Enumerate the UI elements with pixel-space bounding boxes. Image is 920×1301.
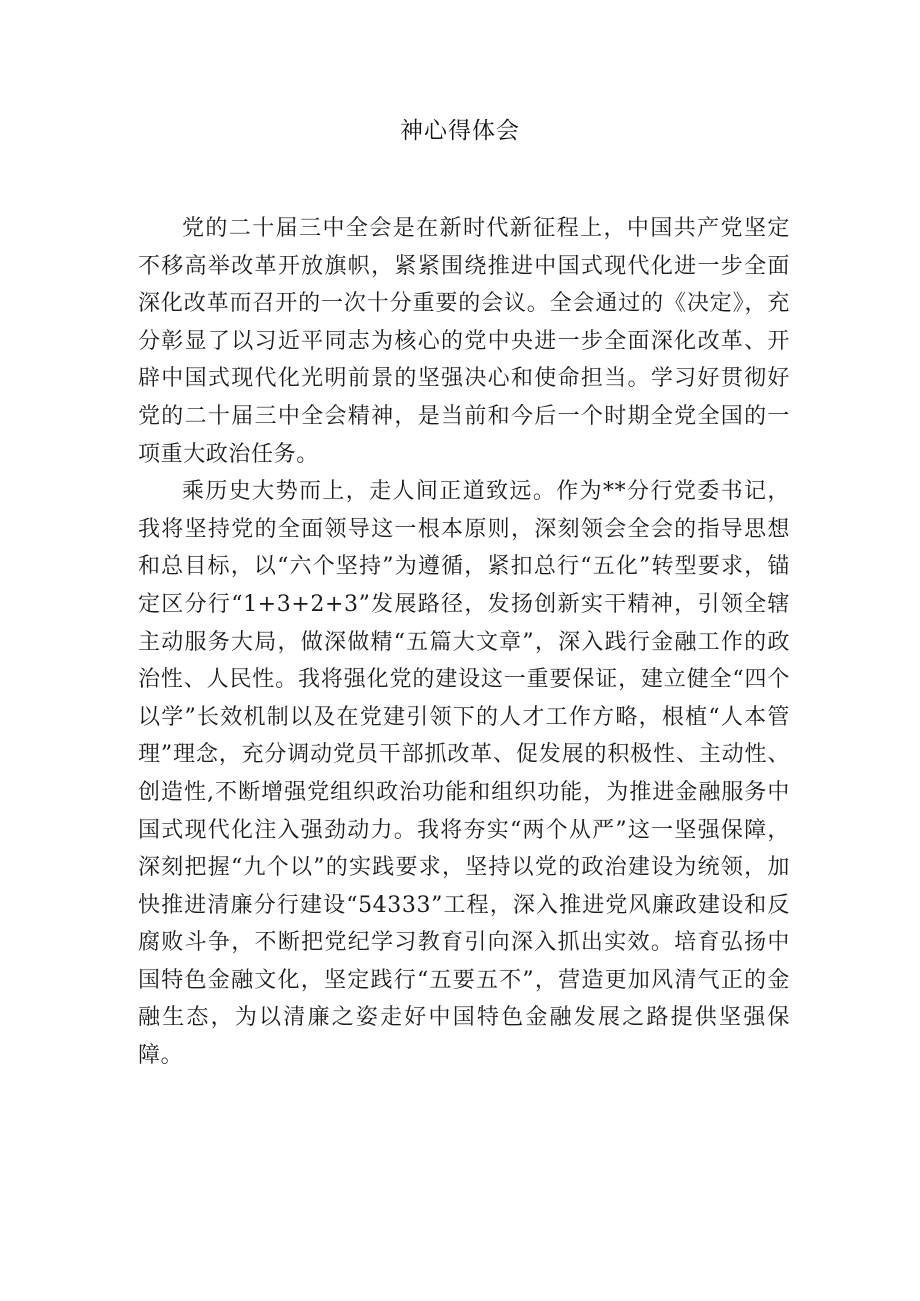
paragraph-2: 乘历史大势而上，走人间正道致远。作为**分行党委书记，我将坚持党的全面领导这一根本原则，深刻领会全会的指导思想和总目标，以“六个坚持”为遵循，紧扣总行“五化”转型要求，锚定区分行“1+3+2+3”发展路径，发扬创新实干精神，引领全辖主动服务大局，做深做精“五篇大文章”，深入践行金融工作的政治性、人民性。我将强化党的建设这一重要保证，建立健全“四个以学”长效机制以及在党建引领下的人才工作方略，根植“人本管理”理念，充分调动党员干部抓改革、促发展的积极性、主动性、创造性,不断增强党组织政治功能和组织功能，为推进金融服务中国式现代化注入强劲动力。我将夯实“两个从严”这一坚强保障，深刻把握“九个以”的实践要求，坚持以党的政治建设为统领，加快推进清廉分行建设“54333”工程，深入推进党风廉政建设和反腐败斗争，不断把党纪学习教育引向深入抓出实效。培育弘扬中国特色金融文化，坚定践行“五要五不”，营造更加风清气正的金融生态，为以清廉之姿走好中国特色金融发展之路提供坚强保障。 [138, 479, 790, 1069]
document-title: 神心得体会 [400, 118, 520, 144]
paragraph-1: 党的二十届三中全会是在新时代新征程上，中国共产党坚定不移高举改革开放旗帜，紧紧围绕推进中国式现代化进一步全面深化改革而召开的一次十分重要的会议。全会通过的《决定》，充分彰显了以习近平同志为核心的党中央进一步全面深化改革、开辟中国式现代化光明前景的坚强决心和使命担当。学习好贯彻好党的二十届三中全会精神，是当前和今后一个时期全党全国的一项重大政治任务。 [138, 216, 790, 467]
document-body [138, 210, 790, 1075]
